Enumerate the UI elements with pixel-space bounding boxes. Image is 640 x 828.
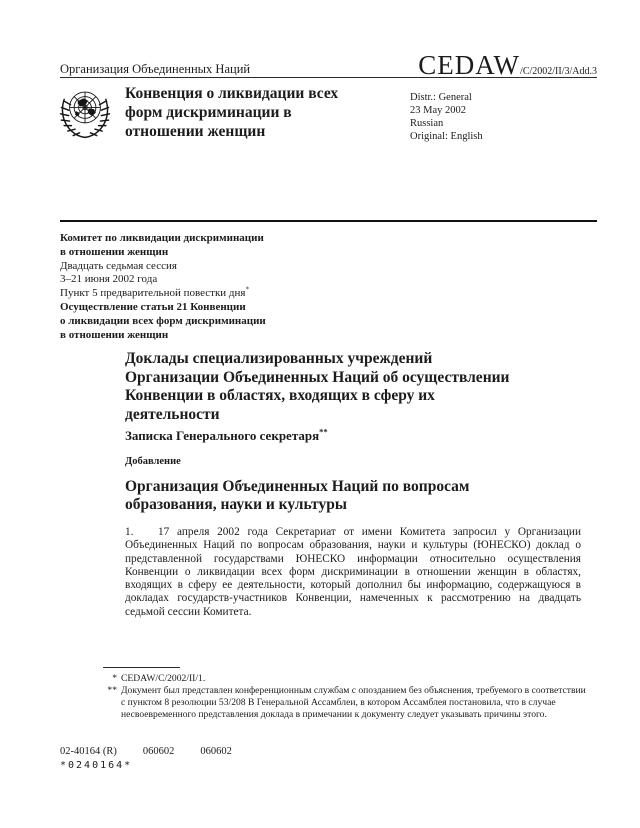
agenda-item-title: Осуществление статьи 21 Конвенции о ликвидации всех форм дискриминации в отношении женщин bbox=[60, 300, 266, 341]
subtitle bbox=[125, 428, 328, 444]
session-dates: 3–21 июня 2002 года bbox=[60, 273, 158, 286]
footnote-1-mark: * bbox=[112, 673, 117, 684]
subtitle-text: Записка Генерального секретаря bbox=[125, 428, 320, 443]
main-title: Доклады специализированных учреждений Организации Объединенных Наций об осуществлении Конвенции в областях, входящих в сферу их деятельности bbox=[125, 350, 510, 423]
footnote-1 bbox=[60, 673, 592, 685]
footnotes bbox=[60, 673, 592, 721]
distribution-block bbox=[410, 91, 483, 143]
footnote-1-text: CEDAW/C/2002/II/1. bbox=[121, 673, 206, 684]
footer-date-2: 060602 bbox=[200, 746, 232, 757]
document-symbol-main: CEDAW bbox=[418, 50, 521, 80]
addendum-label: Добавление bbox=[125, 456, 181, 467]
date-line: 23 May 2002 bbox=[410, 105, 466, 116]
job-number: 02-40164 (R) bbox=[60, 746, 117, 757]
session-block bbox=[60, 232, 266, 342]
paragraph-number: 1. bbox=[125, 526, 134, 538]
agenda-item-text: Пункт 5 предварительной повестки дня bbox=[60, 287, 246, 300]
original-language-line: Original: English bbox=[410, 131, 483, 142]
session-number: Двадцать седьмая сессия bbox=[60, 259, 177, 272]
footer-date-1: 060602 bbox=[142, 746, 175, 757]
distr-line: Distr.: General bbox=[410, 92, 472, 103]
agenda-item bbox=[60, 287, 266, 301]
section-title: Организация Объединенных Наций по вопросам образования, науки и культуры bbox=[125, 478, 470, 513]
header-rule-thin bbox=[60, 77, 597, 78]
document-symbol-suffix: /C/2002/II/3/Add.3 bbox=[520, 66, 597, 77]
un-emblem-icon bbox=[56, 82, 114, 142]
subtitle-footnote-mark: ** bbox=[319, 426, 328, 437]
committee-name: Комитет по ликвидации дискриминации в отношении женщин bbox=[60, 232, 264, 258]
footer-codes bbox=[60, 746, 258, 757]
agenda-footnote-mark: * bbox=[245, 285, 250, 294]
masthead-title: Конвенция о ликвидации всех форм дискриминации в отношении женщин bbox=[125, 85, 339, 140]
header-rule-thick bbox=[60, 220, 597, 222]
footnote-separator bbox=[103, 667, 180, 668]
footnote-2-text: Документ был представлен конференционным службам с опозданием без объяснения, требуемого в соответствии с пунктом 8 резолюции 53/208 B Генеральной Ассамблеи, в котором Ассамблея постановила, что в случае несвоевременного представления доклада в примечании к документу следует указывать причины этого. bbox=[121, 685, 586, 720]
paragraph-1 bbox=[125, 526, 581, 619]
footnote-2 bbox=[60, 685, 592, 721]
org-name: Организация Объединенных Наций bbox=[60, 62, 251, 76]
paragraph-text: 17 апреля 2002 года Секретариат от имени Комитета запросил у Организации Объединенных Наций по вопросам образования, науки и культуры (ЮНЕСКО) доклад о представленной государствами ЮНЕСКО информации относительно осуществления Конвенции о ликвидации всех форм дискриминации в отношении женщин в областях, входящих в сферу ее деятельности, который дополнил бы информацию, содержащуюся в докладах государств-участников Конвенции, намеченных к рассмотрению на двадцать седьмой сессии Комитета. bbox=[125, 526, 581, 618]
footnote-2-mark: ** bbox=[107, 685, 117, 696]
barcode-text: *0240164* bbox=[60, 760, 133, 771]
language-line: Russian bbox=[410, 118, 444, 129]
